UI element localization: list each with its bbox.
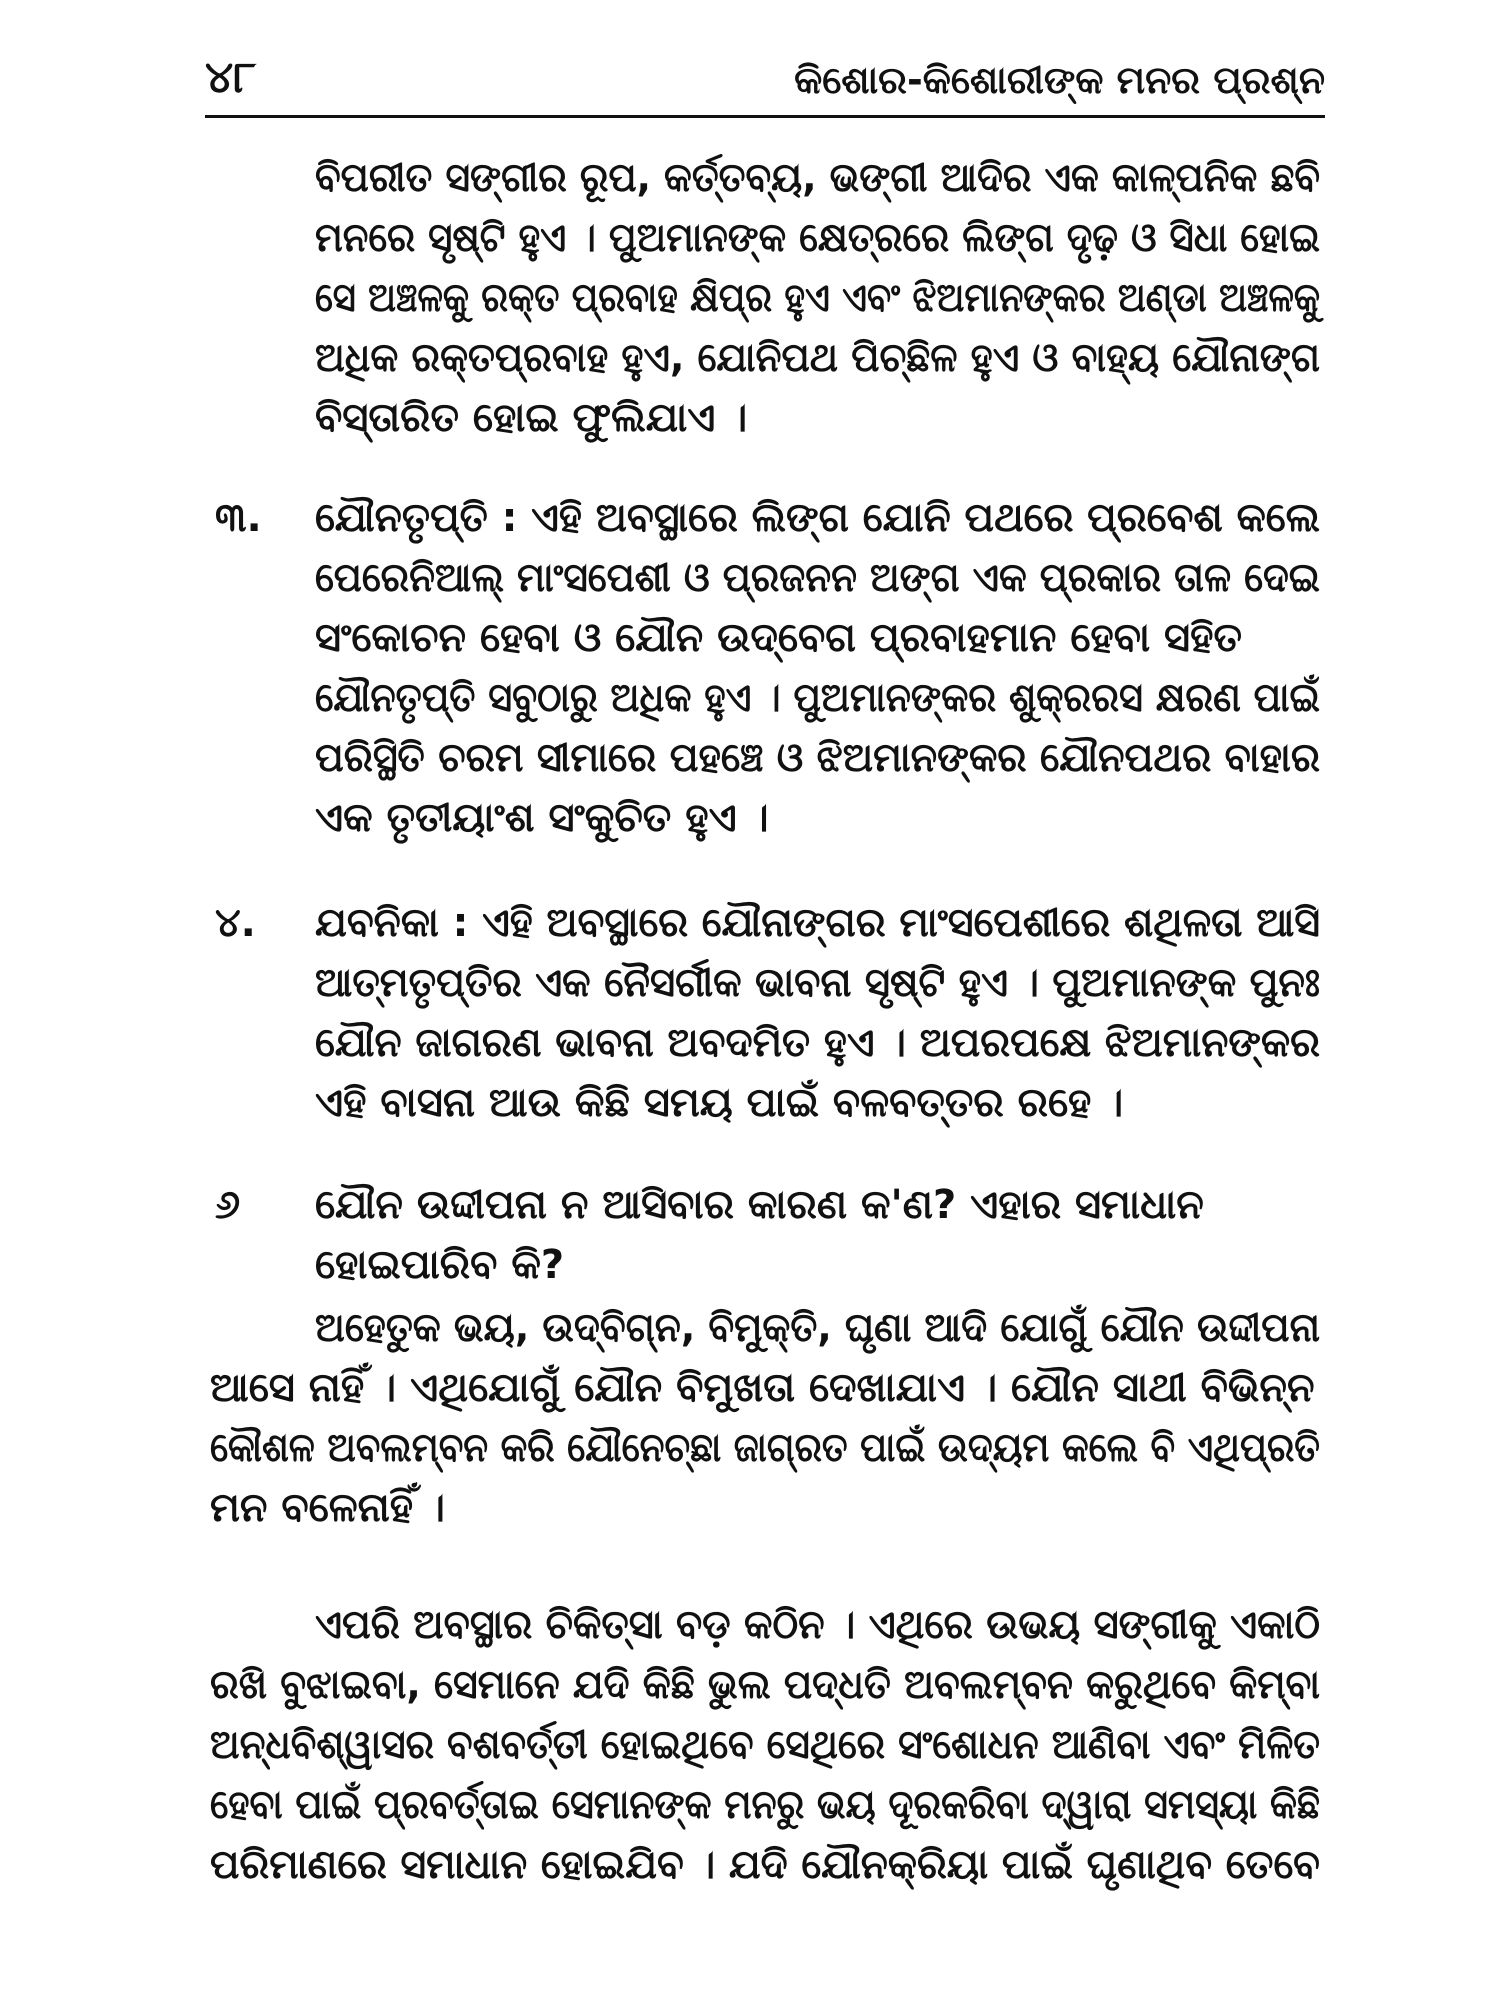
text-line: ମନ ବଳେନାହିଁ । bbox=[210, 1485, 446, 1531]
text-line: ଯୌନତୃପ୍ତି : ଏହି ଅବସ୍ଥାରେ ଲିଙ୍ଗ ଯୋନି ପଥରେ ପ୍ରବେଶ କଲେ bbox=[315, 495, 1320, 541]
text-line: ଅନ୍ଧବିଶ୍ୱାସର ବଶବର୍ତ୍ତୀ ହୋଇଥିବେ ସେଥିରେ ସଂଶୋଧନ ଆଣିବା ଏବଂ ମିଳିତ bbox=[210, 1722, 1320, 1768]
text-line: ଯୌନ ଜାଗରଣ ଭାବନା ଅବଦମିତ ହୁଏ । ଅପରପକ୍ଷେ ଝିଅମାନଙ୍କର bbox=[315, 1020, 1320, 1066]
list-item-3 bbox=[315, 488, 1320, 848]
text-line: ଯୌନ ଉଦ୍ଦୀପନା ନ ଆସିବାର କାରଣ କ'ଣ? ଏହାର ସମାଧାନ bbox=[315, 1182, 1204, 1228]
question-heading bbox=[315, 1175, 1320, 1295]
text-line: ମନରେ ସୃଷ୍ଟି ହୁଏ । ପୁଅମାନଙ୍କ କ୍ଷେତ୍ରରେ ଲିଙ୍ଗ ଦୃଢ଼ ଓ ସିଧା ହୋଇ bbox=[315, 215, 1320, 261]
text-line: ହୋଇପାରିବ କି? bbox=[315, 1242, 565, 1288]
answer-paragraph-1 bbox=[210, 1298, 1320, 1538]
text-line: ଅହେତୁକ ଭୟ, ଉଦ୍‌ବିଗ୍ନ, ବିମୁକ୍ତି, ଘୃଣା ଆଦି ଯୋଗୁଁ ଯୌନ ଉଦ୍ଦୀପନା bbox=[315, 1305, 1320, 1351]
text-line: ଏକ ତୃତୀୟାଂଶ ସଂକୁଚିତ ହୁଏ । bbox=[315, 795, 769, 841]
text-line: ବିସ୍ତାରିତ ହୋଇ ଫୁଲିଯାଏ । bbox=[315, 395, 748, 441]
text-line: ପେରେନିଆଲ୍ ମାଂସପେଶୀ ଓ ପ୍ରଜନନ ଅଙ୍ଗ ଏକ ପ୍ରକାର ତାଳ ଦେଇ bbox=[315, 555, 1320, 601]
text-line: ଆସେ ନାହିଁ । ଏଥିଯୋଗୁଁ ଯୌନ ବିମୁଖତା ଦେଖାଯାଏ । ଯୌନ ସାଥୀ ବିଭିନ୍ନ bbox=[210, 1365, 1315, 1411]
page-number: ୪୮ bbox=[205, 52, 257, 103]
header-rule bbox=[205, 115, 1325, 118]
text-line: ଏହି ବାସନା ଆଉ କିଛି ସମୟ ପାଇଁ ବଳବତ୍ତର ରହେ । bbox=[315, 1080, 1124, 1126]
page-header bbox=[205, 38, 1325, 118]
running-title: କିଶୋର-କିଶୋରୀଙ୍କ ମନର ପ୍ରଶ୍ନ bbox=[794, 58, 1325, 102]
intro-paragraph bbox=[315, 148, 1320, 448]
answer-paragraph-2 bbox=[210, 1595, 1320, 1895]
text-line: ଅଧିକ ରକ୍ତପ୍ରବାହ ହୁଏ, ଯୋନିପଥ ପିଚ୍ଛିଳ ହୁଏ ଓ ବାହ୍ୟ ଯୌନାଙ୍ଗ bbox=[315, 335, 1320, 381]
text-line: ସଂକୋଚନ ହେବା ଓ ଯୌନ ଉଦ୍‌ବେଗ ପ୍ରବାହମାନ ହେବା ସହିତ bbox=[315, 615, 1242, 661]
text-line: ଯୌନତୃପ୍ତି ସବୁଠାରୁ ଅଧିକ ହୁଏ । ପୁଅମାନଙ୍କର ଶୁକ୍ରରସ କ୍ଷରଣ ପାଇଁ bbox=[315, 675, 1320, 721]
text-line: ଯବନିକା : ଏହି ଅବସ୍ଥାରେ ଯୌନାଙ୍ଗର ମାଂସପେଶୀରେ ଶଥିଳତା ଆସି bbox=[315, 900, 1320, 946]
text-line: ପରିମାଣରେ ସମାଧାନ ହୋଇଯିବ । ଯଦି ଯୌନକ୍ରିୟା ପାଇଁ ଘୃଣାଥିବ ତେବେ bbox=[210, 1842, 1320, 1888]
text-line: କୌଶଳ ଅବଲମ୍ବନ କରି ଯୌନେଚ୍ଛା ଜାଗ୍ରତ ପାଇଁ ଉଦ୍ୟମ କଲେ ବି ଏଥିପ୍ରତି bbox=[210, 1425, 1320, 1471]
list-number-4: ୪. bbox=[215, 900, 256, 946]
text-line: ରଖି ବୁଝାଇବା, ସେମାନେ ଯଦି କିଛି ଭୁଲ ପଦ୍ଧତି ଅବଲମ୍ବନ କରୁଥିବେ କିମ୍ବା bbox=[210, 1662, 1320, 1708]
text-line: ଆତ୍ମତୃପ୍ତିର ଏକ ନୈସର୍ଗୀକ ଭାବନା ସୃଷ୍ଟି ହୁଏ । ପୁଅମାନଙ୍କ ପୁନଃ bbox=[315, 960, 1320, 1006]
text-line: ପରିସ୍ଥିତି ଚରମ ସୀମାରେ ପହଞ୍ଚେ ଓ ଝିଅମାନଙ୍କର ଯୌନପଥର ବାହାର bbox=[315, 735, 1320, 781]
text-line: ହେବା ପାଇଁ ପ୍ରବର୍ତ୍ତାଇ ସେମାନଙ୍କ ମନରୁ ଭୟ ଦୂରକରିବା ଦ୍ୱାରା ସମସ୍ୟା କିଛି bbox=[210, 1782, 1320, 1828]
text-line: ବିପରୀତ ସଙ୍ଗୀର ରୂପ, କର୍ତ୍ତବ୍ୟ, ଭଙ୍ଗୀ ଆଦିର ଏକ କାଳ୍ପନିକ ଛବି bbox=[315, 155, 1320, 201]
list-item-4 bbox=[315, 893, 1320, 1133]
list-number-3: ୩. bbox=[215, 495, 262, 541]
text-line: ଏପରି ଅବସ୍ଥାର ଚିକିତ୍ସା ବଡ଼ କଠିନ । ଏଥିରେ ଉଭୟ ସଙ୍ଗୀକୁ ଏକାଠି bbox=[315, 1602, 1320, 1648]
text-line: ସେ ଅଞ୍ଚଳକୁ ରକ୍ତ ପ୍ରବାହ କ୍ଷିପ୍ର ହୁଏ ଏବଂ ଝିଅମାନଙ୍କର ଅଣ୍ଡା ଅଞ୍ଚଳକୁ bbox=[315, 275, 1320, 321]
question-number: ୬ bbox=[215, 1182, 241, 1228]
